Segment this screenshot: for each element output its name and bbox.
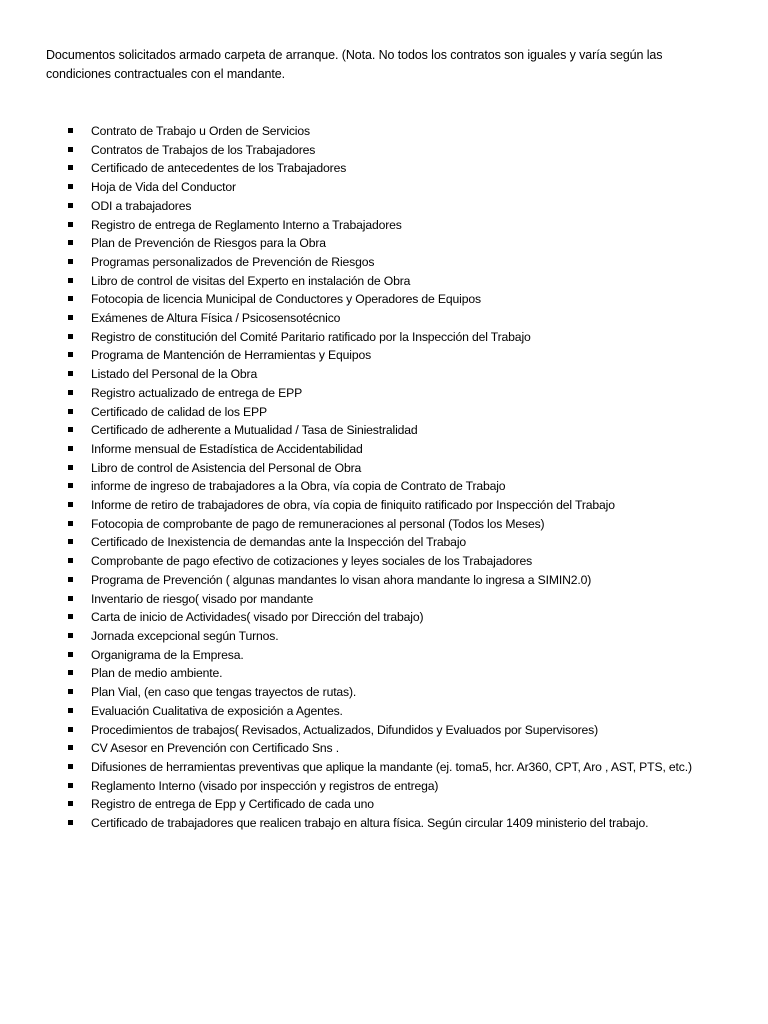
list-item-text: Certificado de adherente a Mutualidad / Tasa de Siniestralidad (91, 423, 418, 438)
list-item (0, 216, 768, 235)
list-item (0, 365, 768, 384)
square-bullet-icon (68, 708, 73, 713)
square-bullet-icon (68, 633, 73, 638)
list-item (0, 758, 768, 777)
list-item-text: Organigrama de la Empresa. (91, 647, 244, 662)
square-bullet-icon (68, 502, 73, 507)
square-bullet-icon (68, 128, 73, 133)
list-item (0, 683, 768, 702)
list-item (0, 440, 768, 459)
list-item-text: CV Asesor en Prevención con Certificado Sns . (91, 741, 339, 756)
list-item (0, 739, 768, 758)
square-bullet-icon (68, 147, 73, 152)
list-item (0, 664, 768, 683)
list-item-text: Plan Vial, (en caso que tengas trayectos de rutas). (91, 685, 357, 700)
intro-paragraph: Documentos solicitados armado carpeta de arranque. (Nota. No todos los contratos son iguales y varía según las condiciones contractuales con el mandante. (46, 48, 663, 81)
square-bullet-icon (68, 577, 73, 582)
list-item-text: Libro de control de visitas del Experto en instalación de Obra (91, 273, 411, 288)
list-item-text: Certificado de calidad de los EPP (91, 404, 267, 419)
list-item (0, 253, 768, 272)
list-item-text: Fotocopia de licencia Municipal de Conductores y Operadores de Equipos (91, 292, 481, 307)
square-bullet-icon (68, 558, 73, 563)
list-item-text: Certificado de trabajadores que realicen trabajo en altura física. Según circular 1409 ministerio del trabajo. (91, 816, 649, 831)
square-bullet-icon (68, 371, 73, 376)
list-item-text: ODI a trabajadores (91, 198, 192, 213)
list-item-text: Comprobante de pago efectivo de cotizaciones y leyes sociales de los Trabajadores (91, 554, 533, 569)
list-item-text: Programa de Mantención de Herramientas y Equipos (91, 348, 372, 363)
list-item (0, 608, 768, 627)
list-item (0, 290, 768, 309)
list-item (0, 178, 768, 197)
list-item-text: Registro de entrega de Reglamento Interno a Trabajadores (91, 217, 402, 232)
square-bullet-icon (68, 689, 73, 694)
list-item (0, 496, 768, 515)
list-item (0, 571, 768, 590)
list-item-text: Reglamento Interno (visado por inspección y registros de entrega) (91, 778, 439, 793)
list-item-text: Programas personalizados de Prevención de Riesgos (91, 254, 375, 269)
list-item (0, 403, 768, 422)
square-bullet-icon (68, 465, 73, 470)
list-item-text: Carta de inicio de Actividades( visado por Dirección del trabajo) (91, 610, 424, 625)
list-item (0, 814, 768, 833)
list-item (0, 515, 768, 534)
list-item-text: Inventario de riesgo( visado por mandante (91, 591, 314, 606)
square-bullet-icon (68, 670, 73, 675)
square-bullet-icon (68, 745, 73, 750)
list-item (0, 159, 768, 178)
list-item (0, 477, 768, 496)
square-bullet-icon (68, 614, 73, 619)
list-item-text: Registro actualizado de entrega de EPP (91, 385, 303, 400)
list-item-text: Hoja de Vida del Conductor (91, 180, 236, 195)
square-bullet-icon (68, 483, 73, 488)
list-item-text: Listado del Personal de la Obra (91, 367, 258, 382)
list-item (0, 141, 768, 160)
square-bullet-icon (68, 352, 73, 357)
list-item-text: Libro de control de Asistencia del Personal de Obra (91, 460, 362, 475)
list-item (0, 795, 768, 814)
square-bullet-icon (68, 427, 73, 432)
list-item (0, 590, 768, 609)
list-item (0, 777, 768, 796)
square-bullet-icon (68, 727, 73, 732)
list-item (0, 346, 768, 365)
square-bullet-icon (68, 764, 73, 769)
list-item-text: Evaluación Cualitativa de exposición a Agentes. (91, 703, 343, 718)
list-item-text: Contrato de Trabajo u Orden de Servicios (91, 124, 310, 138)
list-item-text: Registro de entrega de Epp y Certificado de cada uno (91, 797, 374, 812)
square-bullet-icon (68, 278, 73, 283)
list-item-text: Programa de Prevención ( algunas mandantes lo visan ahora mandante lo ingresa a SIMIN2.0) (91, 572, 592, 587)
square-bullet-icon (68, 446, 73, 451)
square-bullet-icon (68, 801, 73, 806)
list-item (0, 533, 768, 552)
list-item-text: Plan de Prevención de Riesgos para la Obra (91, 236, 326, 251)
list-item (0, 234, 768, 253)
square-bullet-icon (68, 240, 73, 245)
square-bullet-icon (68, 783, 73, 788)
square-bullet-icon (68, 184, 73, 189)
square-bullet-icon (68, 820, 73, 825)
square-bullet-icon (68, 203, 73, 208)
square-bullet-icon (68, 222, 73, 227)
list-item-text: Certificado de antecedentes de los Trabajadores (91, 161, 347, 176)
square-bullet-icon (68, 315, 73, 320)
list-item-text: Certificado de Inexistencia de demandas ante la Inspección del Trabajo (91, 535, 467, 550)
list-item (0, 328, 768, 347)
square-bullet-icon (68, 539, 73, 544)
list-item-text: Informe de retiro de trabajadores de obra, vía copia de finiquito ratificado por Inspección del Trabajo (91, 498, 615, 513)
list-item-text: Informe mensual de Estadística de Accidentabilidad (91, 441, 363, 456)
list-item (0, 721, 768, 740)
list-item (0, 702, 768, 721)
square-bullet-icon (68, 596, 73, 601)
list-item (0, 627, 768, 646)
list-item-text: Registro de constitución del Comité Paritario ratificado por la Inspección del Trabajo (91, 329, 531, 344)
list-item (0, 384, 768, 403)
square-bullet-icon (68, 409, 73, 414)
list-item (0, 309, 768, 328)
list-item-text: Plan de medio ambiente. (91, 666, 223, 681)
list-item (0, 459, 768, 478)
square-bullet-icon (68, 334, 73, 339)
list-item-text: Contratos de Trabajos de los Trabajadores (91, 142, 316, 157)
square-bullet-icon (68, 652, 73, 657)
list-item (0, 122, 768, 141)
list-item-text: Procedimientos de trabajos( Revisados, Actualizados, Difundidos y Evaluados por Supervisores) (91, 722, 598, 737)
list-item (0, 197, 768, 216)
square-bullet-icon (68, 521, 73, 526)
list-item (0, 421, 768, 440)
list-item-text: informe de ingreso de trabajadores a la Obra, vía copia de Contrato de Trabajo (91, 479, 506, 494)
required-documents-list (0, 122, 768, 833)
list-item (0, 646, 768, 665)
square-bullet-icon (68, 390, 73, 395)
square-bullet-icon (68, 296, 73, 301)
list-item-text: Jornada excepcional según Turnos. (91, 628, 279, 643)
list-item-text: Difusiones de herramientas preventivas que aplique la mandante (ej. toma5, hcr. Ar360, CPT, Aro , AST, PTS, etc.) (91, 759, 692, 774)
square-bullet-icon (68, 259, 73, 264)
list-item-text: Exámenes de Altura Física / Psicosensotécnico (91, 311, 341, 326)
square-bullet-icon (68, 165, 73, 170)
list-item (0, 272, 768, 291)
list-item (0, 552, 768, 571)
list-item-text: Fotocopia de comprobante de pago de remuneraciones al personal (Todos los Meses) (91, 516, 545, 531)
